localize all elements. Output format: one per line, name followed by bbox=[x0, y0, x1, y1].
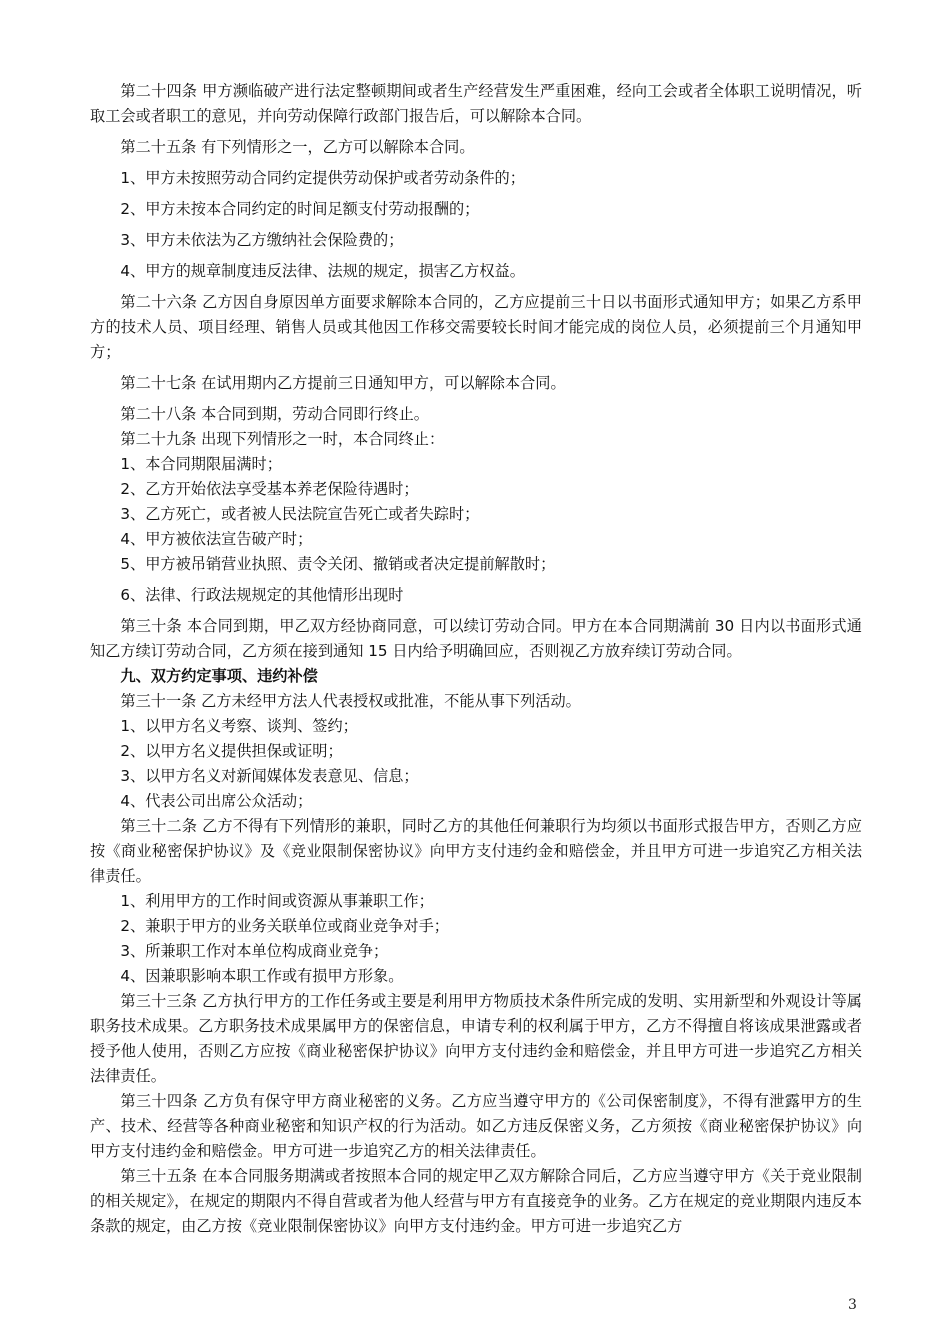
list-item: 3、以甲方名义对新闻媒体发表意见、信息； bbox=[120, 767, 419, 785]
paragraph-article-24: 第二十四条 甲方濒临破产进行法定整顿期间或者生产经营发生严重困难，经向工会或者全体职工说明情况，听取工会或者职工的意见，并向劳动保障行政部门报告后，可以解除本合同。 bbox=[90, 82, 862, 125]
list-item: 1、本合同期限届满时； bbox=[120, 455, 282, 473]
list-item: 5、甲方被吊销营业执照、责令关闭、撤销或者决定提前解散时； bbox=[120, 555, 556, 573]
list-item: 3、甲方未依法为乙方缴纳社会保险费的； bbox=[120, 231, 404, 249]
paragraph-article-33: 第三十三条 乙方执行甲方的工作任务或主要是利用甲方物质技术条件所完成的发明、实用新型和外观设计等属职务技术成果。乙方职务技术成果属甲方的保密信息，申请专利的权利属于甲方，乙方不得擅自将该成果泄露或者授予他人使用，否则乙方应按《商业秘密保护协议》向甲方支付违约金和赔偿金，并且甲方可进一步追究乙方相关法律责任。 bbox=[90, 992, 862, 1085]
paragraph-article-34: 第三十四条 乙方负有保守甲方商业秘密的义务。乙方应当遵守甲方的《公司保密制度》，不得有泄露甲方的生产、技术、经营等各种商业秘密和知识产权的行为活动。如乙方违反保密义务，乙方须按《商业秘密保护协议》向甲方支付违约金和赔偿金。甲方可进一步追究乙方的相关法律责任。 bbox=[90, 1092, 862, 1160]
paragraph-article-31: 第三十一条 乙方未经甲方法人代表授权或批准，不能从事下列活动。 bbox=[120, 692, 581, 710]
list-item: 2、兼职于甲方的业务关联单位或商业竞争对手； bbox=[120, 917, 449, 935]
list-item: 4、代表公司出席公众活动； bbox=[120, 792, 313, 810]
list-item: 4、因兼职影响本职工作或有损甲方形象。 bbox=[120, 967, 404, 985]
list-item: 4、甲方的规章制度违反法律、法规的规定，损害乙方权益。 bbox=[120, 262, 525, 280]
list-item: 3、所兼职工作对本单位构成商业竞争； bbox=[120, 942, 389, 960]
paragraph-article-32: 第三十二条 乙方不得有下列情形的兼职，同时乙方的其他任何兼职行为均须以书面形式报告甲方，否则乙方应按《商业秘密保护协议》及《竞业限制保密协议》向甲方支付违约金和赔偿金，并且甲方可进一步追究乙方相关法律责任。 bbox=[90, 817, 862, 885]
paragraph-article-30: 第三十条 本合同到期，甲乙双方经协商同意，可以续订劳动合同。甲方在本合同期满前 30 日内以书面形式通知乙方续订劳动合同，乙方须在接到通知 15 日内给予明确回应，否则视乙方放弃续订劳动合同。 bbox=[90, 617, 862, 660]
list-item: 4、甲方被依法宣告破产时； bbox=[120, 530, 313, 548]
list-item: 1、甲方未按照劳动合同约定提供劳动保护或者劳动条件的； bbox=[120, 169, 525, 187]
document-body bbox=[90, 79, 862, 1239]
list-item: 6、法律、行政法规规定的其他情形出现时 bbox=[120, 586, 404, 604]
list-item: 3、乙方死亡，或者被人民法院宣告死亡或者失踪时； bbox=[120, 505, 480, 523]
list-item: 1、以甲方名义考察、谈判、签约； bbox=[120, 717, 358, 735]
section-heading: 九、双方约定事项、违约补偿 bbox=[120, 667, 318, 685]
paragraph-article-27: 第二十七条 在试用期内乙方提前三日通知甲方，可以解除本合同。 bbox=[120, 374, 566, 392]
list-item: 2、甲方未按本合同约定的时间足额支付劳动报酬的； bbox=[120, 200, 480, 218]
paragraph-article-28: 第二十八条 本合同到期，劳动合同即行终止。 bbox=[120, 405, 429, 423]
paragraph-article-35: 第三十五条 在本合同服务期满或者按照本合同的规定甲乙双方解除合同后，乙方应当遵守甲方《关于竞业限制的相关规定》，在规定的期限内不得自营或者为他人经营与甲方有直接竞争的业务。乙方在规定的竞业期限内违反本条款的规定，由乙方按《竞业限制保密协议》向甲方支付违约金。甲方可进一步追究乙方 bbox=[90, 1167, 862, 1235]
paragraph-article-26: 第二十六条 乙方因自身原因单方面要求解除本合同的，乙方应提前三十日以书面形式通知甲方；如果乙方系甲方的技术人员、项目经理、销售人员或其他因工作移交需要较长时间才能完成的岗位人员，必须提前三个月通知甲方； bbox=[90, 293, 862, 361]
list-item: 2、乙方开始依法享受基本养老保险待遇时； bbox=[120, 480, 419, 498]
list-item: 1、利用甲方的工作时间或资源从事兼职工作； bbox=[120, 892, 434, 910]
page-number: 3 bbox=[848, 1297, 857, 1313]
paragraph-article-29: 第二十九条 出现下列情形之一时，本合同终止： bbox=[120, 430, 445, 448]
list-item: 2、以甲方名义提供担保或证明； bbox=[120, 742, 343, 760]
paragraph-article-25: 第二十五条 有下列情形之一，乙方可以解除本合同。 bbox=[120, 138, 475, 156]
